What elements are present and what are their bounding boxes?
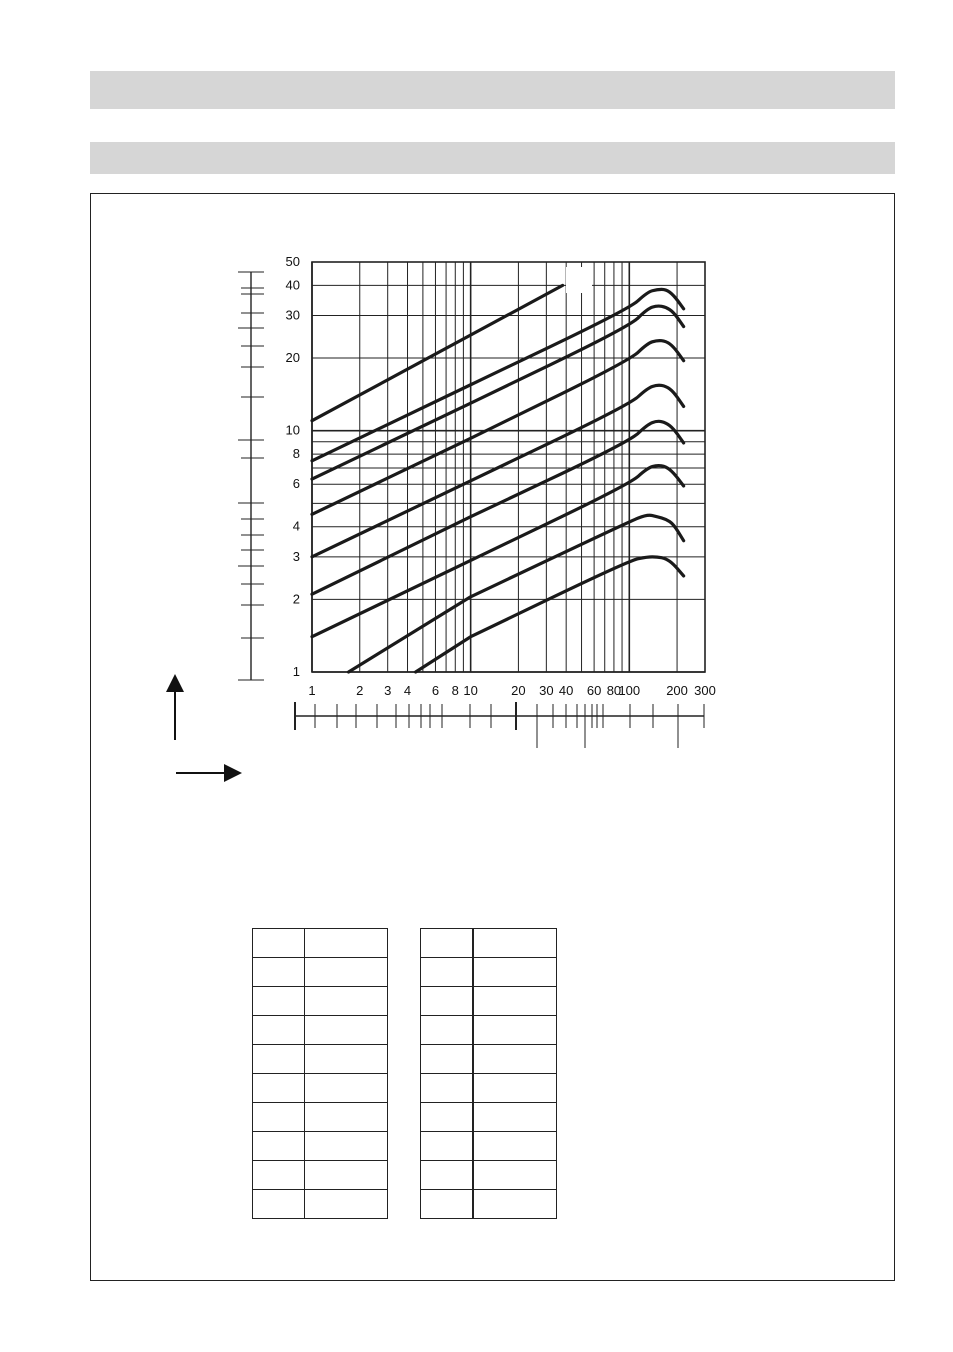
table-row — [421, 1161, 557, 1190]
table-cell — [421, 1016, 474, 1045]
y-tick-label: 2 — [292, 591, 300, 607]
series-line — [312, 466, 684, 637]
y-tick-label: 8 — [292, 446, 300, 462]
table-cell — [305, 1016, 388, 1045]
chart-grid — [312, 262, 705, 672]
x-tick-label: 200 — [666, 683, 688, 698]
series-line — [312, 421, 684, 594]
table-cell — [473, 1161, 557, 1190]
x-tick-label: 80 — [606, 683, 622, 698]
table-cell — [421, 1074, 474, 1103]
x-tick-label: 2 — [356, 683, 364, 698]
table-cell — [305, 1045, 388, 1074]
up-arrow-head — [166, 674, 184, 692]
x-tick-labels — [308, 683, 715, 698]
table-row — [253, 1132, 388, 1161]
table-cell — [473, 987, 557, 1016]
table-cell — [305, 987, 388, 1016]
table-row — [421, 958, 557, 987]
table-cell — [305, 929, 388, 958]
y-tick-label: 10 — [285, 422, 300, 438]
x-tick-label: 6 — [431, 683, 440, 698]
table-cell — [421, 1161, 474, 1190]
table-row — [421, 1103, 557, 1132]
table-cell — [473, 1103, 557, 1132]
data-table-left — [252, 928, 388, 1219]
table-cell — [253, 1045, 305, 1074]
table-cell — [253, 1074, 305, 1103]
y-tick-label: 3 — [292, 548, 300, 564]
y-tick-label: 40 — [285, 277, 300, 293]
table-cell — [421, 958, 474, 987]
series-line — [312, 341, 684, 515]
x-tick-label: 100 — [618, 683, 641, 698]
series-line — [312, 306, 684, 479]
table-row — [421, 1074, 557, 1103]
y-tick-labels — [286, 254, 300, 679]
x-tick-label: 1 — [308, 683, 316, 698]
table-row — [253, 1161, 388, 1190]
table-cell — [473, 958, 557, 987]
y-tick-label: 20 — [285, 350, 300, 366]
series-line — [416, 557, 684, 672]
x-tick-label: 30 — [539, 683, 554, 698]
axis-arrows — [166, 674, 242, 782]
table-row — [421, 1132, 557, 1161]
table-row — [421, 1045, 557, 1074]
table-cell — [253, 929, 305, 958]
x-tick-label: 8 — [451, 683, 459, 698]
table-cell — [421, 1190, 474, 1219]
table-cell — [473, 1016, 557, 1045]
x-tick-label: 300 — [694, 683, 716, 698]
table-cell — [305, 958, 388, 987]
bottom-secondary-scale — [295, 702, 704, 748]
table-row — [253, 958, 388, 987]
right-arrow-head — [224, 764, 242, 782]
table-cell — [473, 929, 557, 958]
table-cell — [305, 1161, 388, 1190]
table-cell — [253, 987, 305, 1016]
table-cell — [421, 1132, 474, 1161]
table-row — [253, 987, 388, 1016]
table-cell — [421, 1103, 474, 1132]
table-cell — [305, 1132, 388, 1161]
table-cell — [253, 1103, 305, 1132]
table-cell — [473, 1190, 557, 1219]
table-cell — [421, 987, 474, 1016]
table-row — [253, 1016, 388, 1045]
x-tick-label: 4 — [403, 683, 412, 698]
table-cell — [305, 1074, 388, 1103]
series-line — [312, 385, 684, 557]
y-tick-label: 4 — [292, 518, 300, 534]
table-row — [253, 1103, 388, 1132]
left-secondary-scale — [238, 272, 264, 680]
table-row — [421, 1016, 557, 1045]
label-gap — [566, 267, 592, 293]
table-cell — [253, 1016, 305, 1045]
x-tick-label: 20 — [511, 683, 526, 698]
table-cell — [421, 929, 474, 958]
table-cell — [253, 1161, 305, 1190]
table-cell — [305, 1103, 388, 1132]
data-table-right — [420, 928, 557, 1219]
table-cell — [473, 1045, 557, 1074]
x-tick-label: 3 — [384, 683, 392, 698]
table-cell — [253, 958, 305, 987]
table-row — [253, 1045, 388, 1074]
table-cell — [421, 1045, 474, 1074]
table-cell — [253, 1190, 305, 1219]
y-tick-label: 6 — [292, 476, 300, 492]
table-row — [421, 1190, 557, 1219]
y-tick-label: 50 — [285, 254, 300, 269]
y-tick-label: 1 — [292, 664, 300, 679]
table-cell — [305, 1190, 388, 1219]
x-tick-label: 10 — [463, 683, 478, 698]
table-row — [253, 1074, 388, 1103]
table-row — [421, 987, 557, 1016]
table-row — [253, 929, 388, 958]
x-tick-label: 40 — [558, 683, 574, 698]
table-cell — [473, 1132, 557, 1161]
y-tick-label: 30 — [285, 307, 300, 323]
table-row — [253, 1190, 388, 1219]
table-cell — [253, 1132, 305, 1161]
plot-border — [312, 262, 705, 672]
chart-series — [312, 267, 684, 672]
table-cell — [473, 1074, 557, 1103]
x-tick-label: 60 — [586, 683, 602, 698]
table-row — [421, 929, 557, 958]
